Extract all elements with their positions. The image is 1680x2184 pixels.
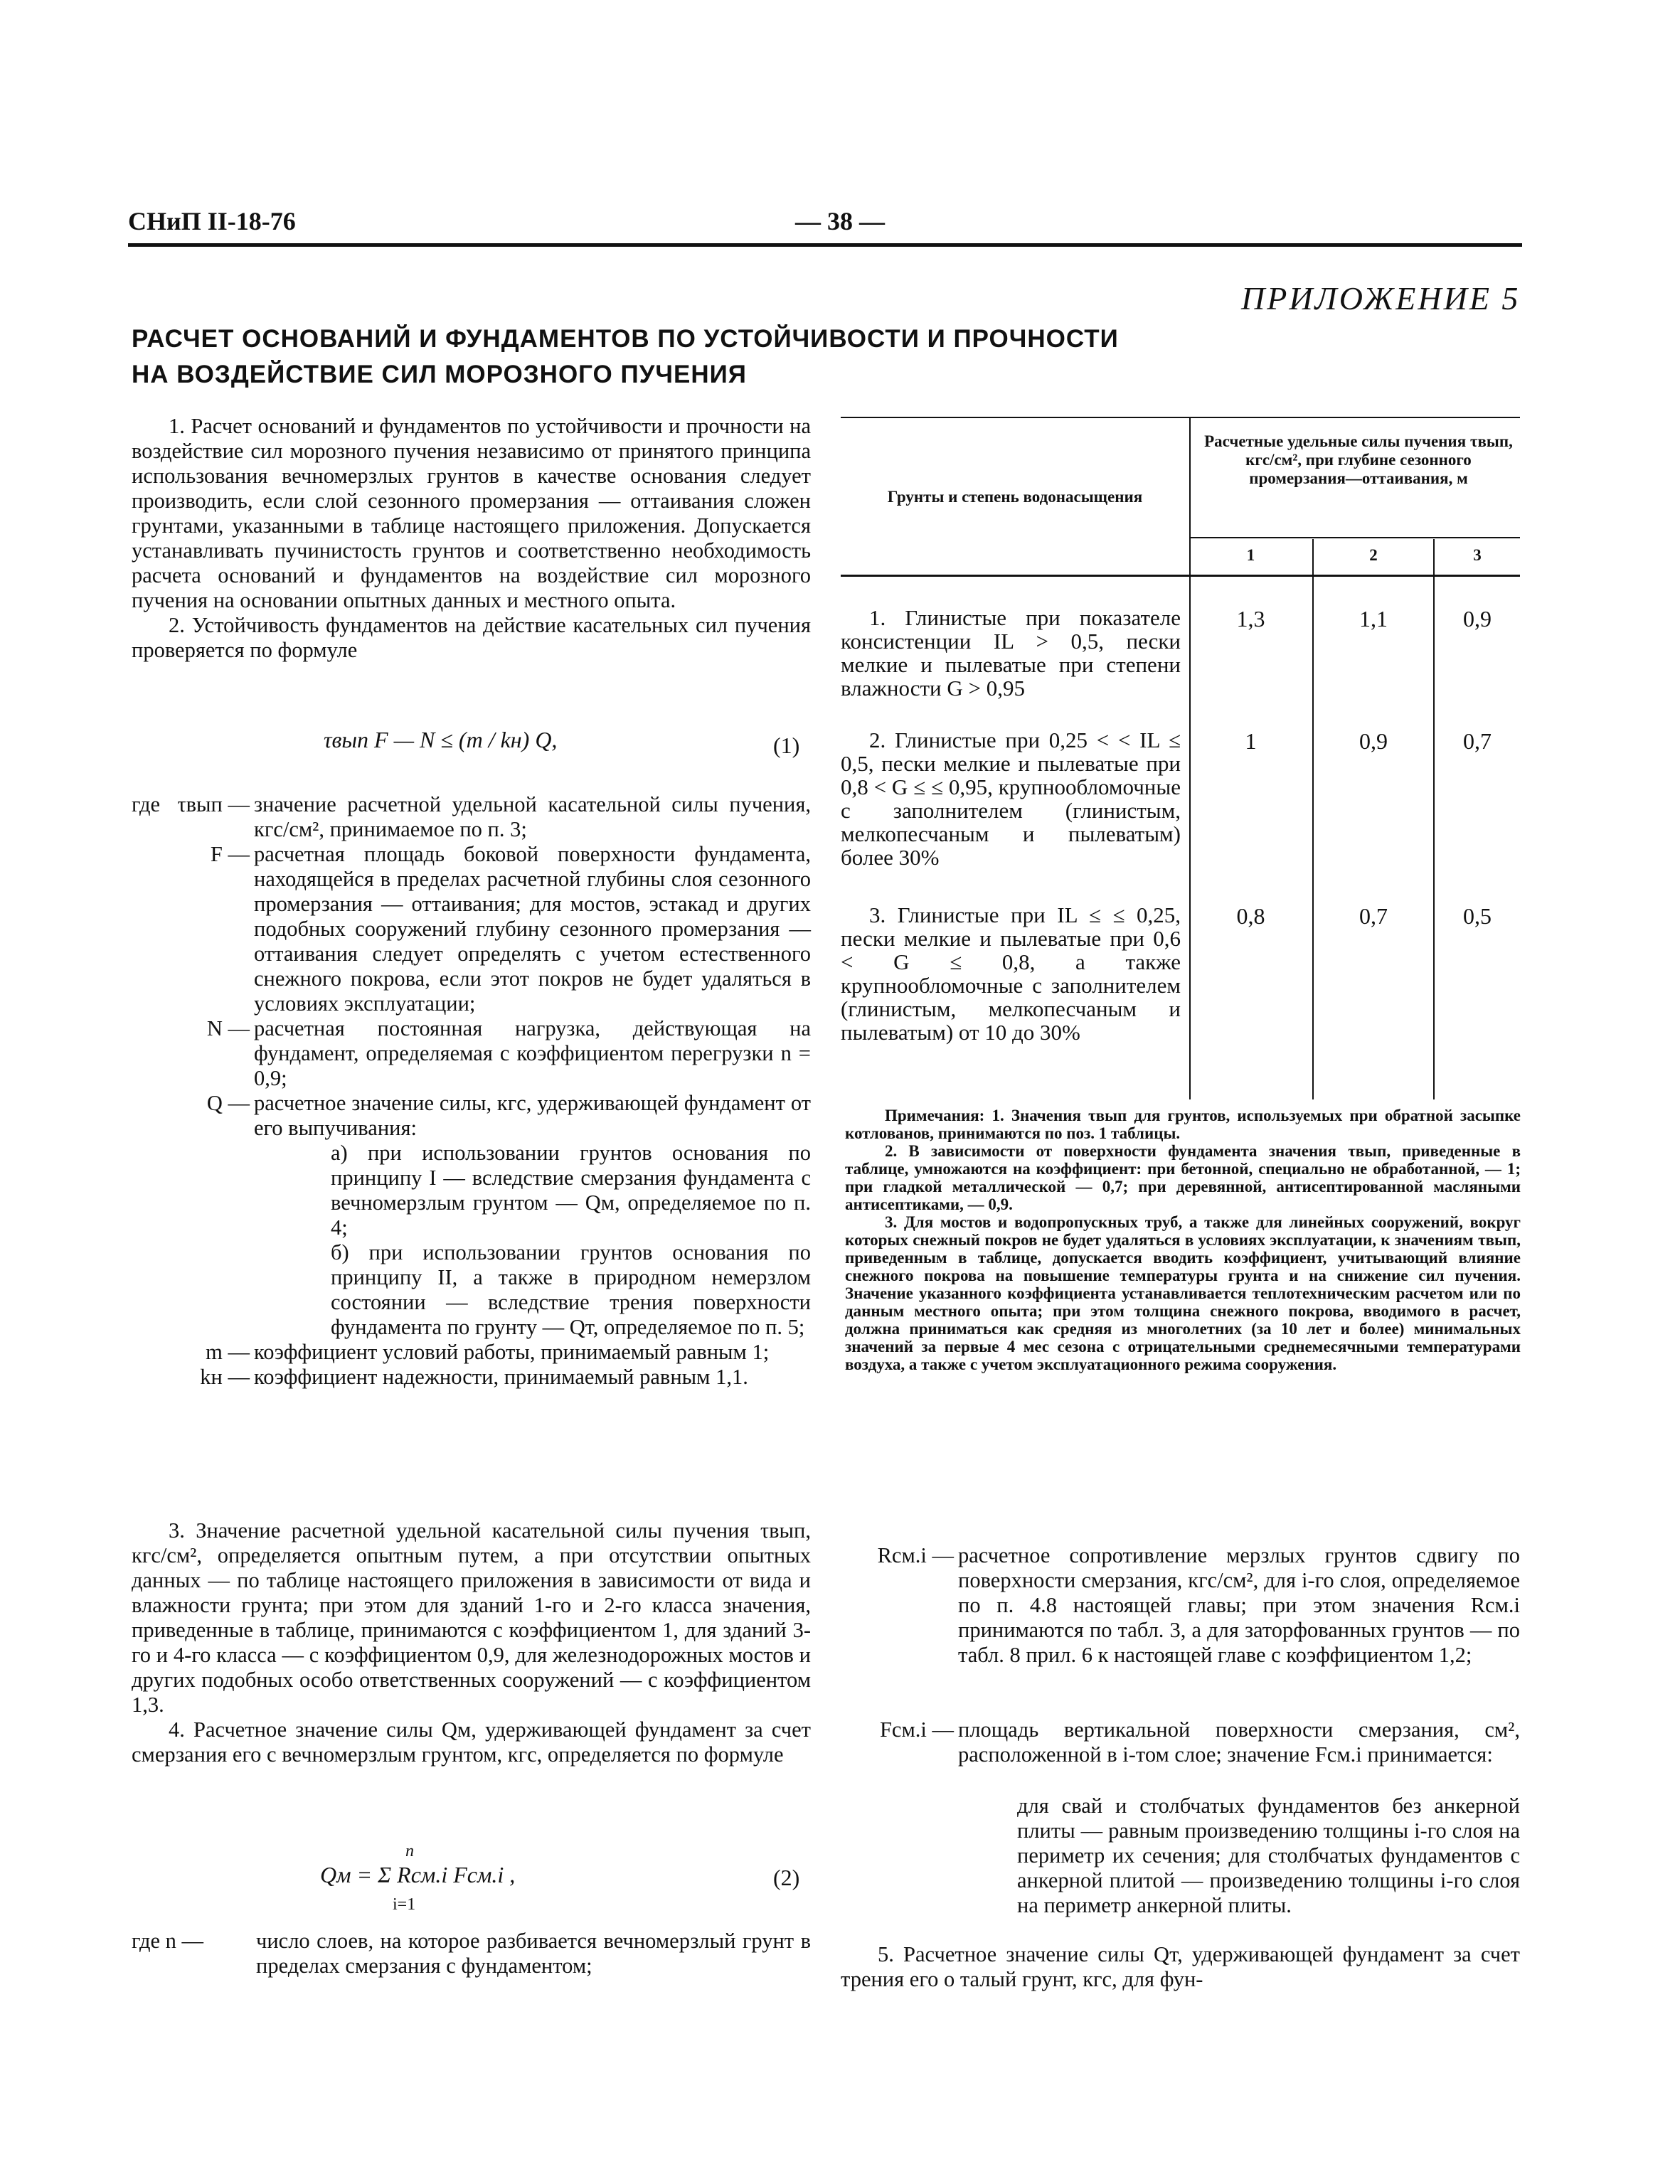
formula-2-upper-limit: n bbox=[405, 1842, 414, 1860]
table-row-2-soil: 2. Глинистые при 0,25 < < IL ≤ 0,5, пески мелкие и пылеватые при 0,8 < G ≤ ≤ 0,95, крупнообломочные с заполнителем (глинистым, мелкопесчаным и пылеватым) более 30% bbox=[841, 728, 1181, 870]
note-1: Примечания: 1. Значения τвып для грунтов, используемых при обратной засыпке котлованов, принимаются по поз. 1 таблицы. bbox=[845, 1107, 1521, 1142]
def-text: значение расчетной удельной касательной силы пучения, кгс/см², принимаемое по п. 3; bbox=[254, 792, 811, 841]
header-rule bbox=[128, 243, 1522, 247]
paragraph-2: 2. Устойчивость фундаментов на действие касательных сил пучения проверяется по формуле bbox=[132, 613, 811, 662]
def-term: Q — bbox=[206, 1091, 250, 1115]
paragraph-1: 1. Расчет оснований и фундаментов по устойчивости и прочности на воздействие сил морозного пучения независимо от принятого принципа использования вечномерзлых грунтов в качестве основания следует производить, если слой сезонного промерзания — оттаивания сложен грунтами, указанными в таблице настоящего приложения. Допускается устанавливать пучинистость грунтов и соответственно необходимость расчета оснований и фундаментов на воздействие сил морозного пучения на основании опытных данных и местного опыта. bbox=[132, 414, 811, 612]
def-term: τвып — bbox=[177, 792, 250, 816]
def-text: расчетная площадь боковой поверхности фундамента, находящейся в пределах расчетной глубины слоя сезонного промерзания — оттаивания; для мостов, эстакад и других подобных сооружений глубину сезонного промерзания — оттаивания следует определять с учетом естественного снежного покрова, если этот покров не будет удаляться в условиях эксплуатации; bbox=[254, 842, 811, 1016]
def-term: m — bbox=[206, 1340, 250, 1364]
table-row-3-value-1: 0,8 bbox=[1236, 903, 1265, 929]
definition-q bbox=[132, 1091, 811, 1141]
definition-f-cm-sub: для свай и столбчатых фундаментов без анкерной плиты — равным произведению толщины i-го слоя на периметр их сечения; для столбчатых фундаментов с анкерной плитой — произведению толщины i-го слоя на периметр анкерной плиты. bbox=[1017, 1794, 1520, 1917]
table-header-soil: Грунты и степень водонасыщения bbox=[887, 488, 1143, 506]
formula-1: τвып F — N ≤ (m / kн) Q, bbox=[324, 727, 558, 752]
def-text: коэффициент надежности, принимаемый равным 1,1. bbox=[254, 1365, 748, 1389]
definition-m bbox=[132, 1340, 811, 1365]
table-row-3-value-3: 0,5 bbox=[1463, 903, 1492, 929]
page-title bbox=[132, 321, 1241, 393]
table-notes bbox=[845, 1107, 1521, 1373]
def-term: Fсм.i — bbox=[879, 1717, 954, 1742]
definitions-1 bbox=[132, 792, 811, 1390]
def-text: число слоев, на которое разбивается вечномерзлый грунт в пределах смерзания с фундаментом; bbox=[256, 1929, 811, 1978]
note-3: 3. Для мостов и водопропускных труб, а также для линейных сооружений, вокруг которых снежный покров не будет удаляться в условиях эксплуатации, к значениям τвып, приведенным в таблице, допускается вводить коэффициент, учитывающий влияние снежного покрова на повышение температуры грунта и на снижение сил пучения. Значение указанного коэффициента устанавливается теплотехническим расчетом или по данным местного опыта; при этом толщина снежного покрова, вводимого в расчет, должна приниматься как средняя из многолетних (за 10 лет и более) минимальных значений за первые 4 мес сезона с отрицательными среднемесячными температурами воздуха, а также с учетом эксплуатационного режима сооружения. bbox=[845, 1213, 1521, 1373]
table-depth-2: 2 bbox=[1369, 546, 1378, 564]
paragraph-3: 3. Значение расчетной удельной касательной силы пучения τвып, кгс/см², определяется опытным путем, а при отсутствии опытных данных — по таблице настоящего приложения в зависимости от вида и влажности грунта; при этом для зданий 1-го и 2-го класса значения, приведенные в таблице, принимаются с коэффициентом 1, для зданий 3-го и 4-го класса — с коэффициентом 0,9, для железнодорожных мостов и других подобных особо ответственных сооружений — с коэффициентом 1,3. bbox=[132, 1518, 811, 1717]
title-line-2: НА ВОЗДЕЙСТВИЕ СИЛ МОРОЗНОГО ПУЧЕНИЯ bbox=[132, 361, 747, 388]
table-row-1-value-2: 1,1 bbox=[1359, 606, 1388, 632]
note-2: 2. В зависимости от поверхности фундамента значения τвып, приведенные в таблице, умножаются на коэффициент: при бетонной, специально не обработанной, — 1; при гладкой металлической — 0,7; при деревянной, антисептированной масляными антисептиками, — 0,9. bbox=[845, 1142, 1521, 1213]
table-row-2-value-1: 1 bbox=[1245, 728, 1257, 754]
definition-f-cm bbox=[841, 1717, 1520, 1767]
table-row-2-value-3: 0,7 bbox=[1463, 728, 1492, 754]
def-text: расчетная постоянная нагрузка, действующая на фундамент, определяемая с коэффициентом перегрузки n = 0,9; bbox=[254, 1016, 811, 1090]
table-depth-1: 1 bbox=[1246, 546, 1255, 564]
title-line-1: РАСЧЕТ ОСНОВАНИЙ И ФУНДАМЕНТОВ ПО УСТОЙЧИВОСТИ И ПРОЧНОСТИ bbox=[132, 325, 1119, 353]
def-text: расчетное значение силы, кгс, удерживающей фундамент от его выпучивания: bbox=[254, 1091, 811, 1140]
document-code: СНиП II-18-76 bbox=[128, 207, 296, 235]
table-row-2-value-2: 0,9 bbox=[1359, 728, 1388, 754]
definition-r-cm bbox=[841, 1543, 1520, 1668]
table-row-3-soil: 3. Глинистые при IL ≤ ≤ 0,25, пески мелкие и пылеватые при 0,6 < G ≤ 0,8, а также крупнообломочные с заполнителем (глинистым, мелкопесчаным и пылеватым) от 10 до 30% bbox=[841, 902, 1181, 1045]
definition-q-b: б) при использовании грунтов основания по принципу II, а также в природном немерзлом состоянии — вследствие трения поверхности фундамента по грунту — Qт, определяемое по п. 5; bbox=[331, 1240, 811, 1339]
formula-2-lower-limit: i=1 bbox=[393, 1895, 416, 1914]
paragraph-4: 4. Расчетное значение силы Qм, удерживающей фундамент за счет смерзания его с вечномерзлым грунтом, кгс, определяется по формуле bbox=[132, 1717, 811, 1767]
definition-q-a: а) при использовании грунтов основания по принципу I — вследствие смерзания фундамента с вечномерзлым грунтом — Qм, определяемое по п. 4; bbox=[331, 1141, 811, 1240]
definition-n bbox=[132, 1016, 811, 1091]
paragraph-5: 5. Расчетное значение силы Qт, удерживающей фундамент за счет трения его о талый грунт, кгс, для фун- bbox=[841, 1942, 1520, 1991]
table-row-3-value-2: 0,7 bbox=[1359, 903, 1388, 929]
def-term: N — bbox=[206, 1016, 250, 1040]
table-row-1-soil: 1. Глинистые при показателе консистенции IL > 0,5, пески мелкие и пылеватые при степени влажности G > 0,95 bbox=[841, 605, 1181, 701]
table-header-group: Расчетные удельные силы пучения τвып, кгс/см², при глубине сезонного промерзания—оттаивания, м bbox=[1204, 432, 1513, 487]
definition-n-layers bbox=[132, 1929, 811, 1978]
def-term: kн — bbox=[200, 1365, 250, 1389]
formula-2: Qм = Σ Rсм.i Fсм.i , bbox=[320, 1862, 516, 1887]
def-text: площадь вертикальной поверхности смерзания, см², расположенной в i-том слое; значение Fсм.i принимается: bbox=[958, 1717, 1520, 1767]
table-subheader-rule bbox=[1189, 537, 1520, 538]
left-column-lower bbox=[132, 1518, 811, 1767]
table-vline-1 bbox=[1189, 417, 1191, 1099]
def-term: F — bbox=[210, 842, 250, 866]
page-number: — 38 — bbox=[795, 207, 885, 235]
table-header-rule bbox=[841, 575, 1520, 577]
formula-1-number: (1) bbox=[773, 733, 800, 758]
where-label: где bbox=[132, 792, 161, 816]
table-row-1-value-1: 1,3 bbox=[1236, 606, 1265, 632]
def-text: расчетное сопротивление мерзлых грунтов сдвигу по поверхности смерзания, кгс/см², для i-го слоя, определяемое по п. 4.8 настоящей главы; при этом значения Rсм.i принимаются по табл. 3, а для заторфованных грунтов — по табл. 8 прил. 6 к настоящей главе с коэффициентом 1,2; bbox=[958, 1543, 1520, 1667]
definition-kn bbox=[132, 1365, 811, 1390]
formula-2-number: (2) bbox=[773, 1865, 800, 1890]
definition-tau bbox=[132, 792, 811, 842]
table-row-1-value-3: 0,9 bbox=[1463, 606, 1492, 632]
def-term: где n — bbox=[132, 1929, 204, 1953]
def-term: Rсм.i — bbox=[877, 1543, 954, 1567]
definition-f bbox=[132, 842, 811, 1016]
def-text: коэффициент условий работы, принимаемый равным 1; bbox=[254, 1340, 770, 1364]
left-column bbox=[132, 414, 811, 663]
appendix-label: ПРИЛОЖЕНИЕ 5 bbox=[1241, 280, 1521, 316]
table-depth-3: 3 bbox=[1473, 546, 1482, 564]
table-top-rule bbox=[841, 417, 1520, 418]
